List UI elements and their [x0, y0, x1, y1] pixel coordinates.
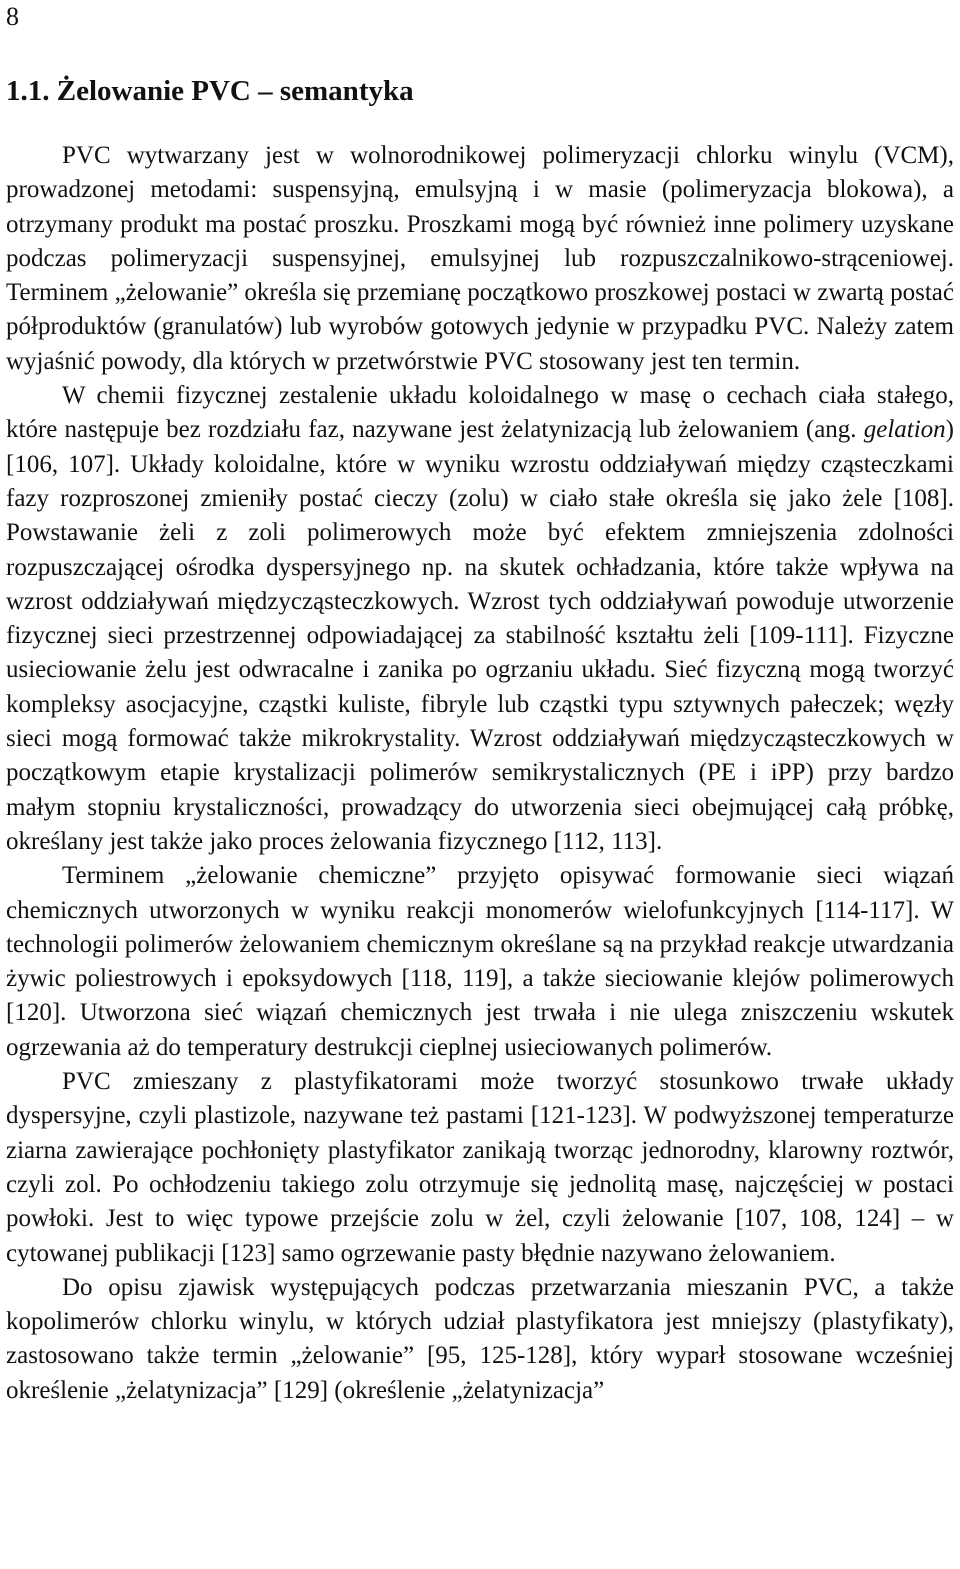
paragraph-3-text: Terminem „żelowanie chemiczne” przyjęto opisywać formowanie sieci wiązań chemicznych utworzonych w wyniku reakcji monomerów wielofunkcyjnych [114-117]. W technologii polimerów żelowaniem chemicznym określane są na przykład reakcje utwardzania żywic poliestrowych i epoksydowych [118, 119], a także sieciowanie klejów polimerowych [120]. Utworzona sieć wiązań chemicznych jest trwała i nie ulega zniszczeniu wskutek ogrzewania aż do temperatury destrukcji cieplnej usieciowanych polimerów. [6, 862, 954, 1061]
paragraph-4 [6, 1065, 954, 1271]
term-gelation: gelation [863, 416, 946, 444]
body-text [6, 139, 954, 1408]
paragraph-2-text-start: W chemii fizycznej zestalenie układu koloidalnego w masę o cechach ciała stałego, które następuje bez rozdziału faz, nazywane jest żelatynizacją lub żelowaniem (ang. [6, 382, 954, 444]
paragraph-1-text: PVC wytwarzany jest w wolnorodnikowej polimeryzacji chlorku winylu (VCM), prowadzonej metodami: suspensyjną, emulsyjną i w masie (polimeryzacja blokowa), a otrzymany produkt ma postać proszku. Proszkami mogą być również inne polimery uzyskane podczas polimeryzacji suspensyjnej, emulsyjnej lub rozpuszczalnikowo-strąceniowej. Terminem „żelowanie” określa się przemianę początkowo proszkowej postaci w zwartą postać półproduktów (granulatów) lub wyrobów gotowych jedynie w przypadku PVC. Należy zatem wyjaśnić powody, dla których w przetwórstwie PVC stosowany jest ten termin. [6, 142, 954, 375]
section-title: 1.1. Żelowanie PVC – semantyka [6, 75, 414, 107]
paragraph-4-text: PVC zmieszany z plastyfikatorami może tworzyć stosunkowo trwałe układy dyspersyjne, czyli plastizole, nazywane też pastami [121-123]. W podwyższonej temperaturze ziarna zawierające pochłonięty plastyfikator zanikają tworząc jednorodny, klarowny roztwór, czyli zol. Po ochłodzeniu takiego zolu otrzymuje się jednolitą masę, najczęściej w postaci powłoki. Jest to więc typowe przejście zolu w żel, czyli żelowanie [107, 108, 124] – w cytowanej publikacji [123] samo ogrzewanie pasty błędnie nazywano żelowaniem. [6, 1068, 954, 1267]
paragraph-1 [6, 139, 954, 379]
page-number: 8 [6, 2, 19, 31]
paragraph-2-text-end: ) [106, 107]. Układy koloidalne, które w wyniku wzrostu oddziaływań między cząsteczkami fazy rozproszonej zmieniły postać cieczy (zolu) w ciało stałe określa się jako żele [108]. Powstawanie żeli z zoli polimerowych może być efektem zmniejszenia zdolności rozpuszczającej ośrodka dyspersyjnego np. na skutek ochładzania, które także wpływa na wzrost oddziaływań międzycząsteczkowych. Wzrost tych oddziaływań powoduje utworzenie fizycznej sieci przestrzennej odpowiadającej za stabilność kształtu żeli [109-111]. Fizyczne usieciowanie żelu jest odwracalne i zanika po ogrzaniu układu. Sieć fizyczną mogą tworzyć kompleksy asocjacyjne, cząstki kuliste, fibryle lub cząstki typu sztywnych pałeczek; węzły sieci mogą formować także mikrokrystality. Wzrost oddziaływań międzycząsteczkowych w początkowym etapie krystalizacji polimerów semikrystalicznych (PE i iPP) przy bardzo małym stopniu krystaliczności, prowadzący do utworzenia sieci obejmującej całą próbkę, określany jest także jako proces żelowania fizycznego [112, 113]. [6, 416, 954, 855]
paragraph-5 [6, 1271, 954, 1408]
paragraph-3 [6, 859, 954, 1065]
paragraph-5-text: Do opisu zjawisk występujących podczas przetwarzania mieszanin PVC, a także kopolimerów chlorku winylu, w których udział plastyfikatora jest mniejszy (plastyfikaty), zastosowano także termin „żelowanie” [95, 125-128], który wyparł stosowane wcześniej określenie „żelatynizacja” [129] (określenie „żelatynizacja” [6, 1273, 954, 1404]
paragraph-2 [6, 379, 954, 859]
